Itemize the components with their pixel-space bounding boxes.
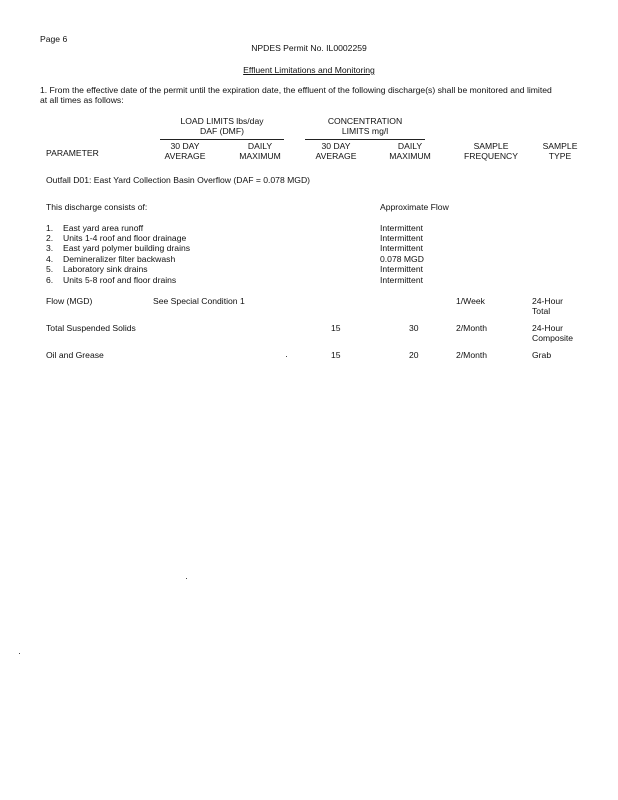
permit-number: NPDES Permit No. IL0002259	[251, 43, 367, 53]
list-item-number: 2.	[46, 233, 54, 243]
conc-daily-maximum: 20	[409, 350, 419, 360]
concentration-heading: CONCENTRATION	[327, 116, 403, 126]
page-number: Page 6	[40, 34, 68, 44]
list-item-flow: Intermittent	[380, 243, 423, 253]
list-item-number: 4.	[46, 254, 54, 264]
load-max-heading-2: MAXIMUM	[239, 151, 281, 161]
conc-avg-heading-2: AVERAGE	[315, 151, 357, 161]
conc-30-day-average: 15	[331, 350, 341, 360]
frequency-heading-1: SAMPLE	[473, 141, 509, 151]
list-item-name: Laboratory sink drains	[63, 264, 148, 274]
scan-speck	[19, 653, 20, 654]
conc-avg-heading-1: 30 DAY	[321, 141, 351, 151]
parameter-name: Total Suspended Solids	[46, 323, 136, 333]
parameter-name: Oil and Grease	[46, 350, 104, 360]
approximate-flow-label: Approximate Flow	[380, 202, 449, 212]
frequency-heading-2: FREQUENCY	[464, 151, 518, 161]
load-limits-heading: LOAD LIMITS lbs/day	[180, 116, 264, 126]
section-title: Effluent Limitations and Monitoring	[243, 65, 375, 75]
sample-frequency: 2/Month	[456, 350, 488, 360]
conc-30-day-average: 15	[331, 323, 341, 333]
list-item-flow: Intermittent	[380, 233, 423, 243]
parameter-name: Flow (MGD)	[46, 296, 93, 306]
conc-daily-maximum: 30	[409, 323, 419, 333]
sample-type: 24-Hour	[532, 296, 564, 306]
load-avg-heading-1: 30 DAY	[170, 141, 200, 151]
sample-type-line-2: Total	[532, 306, 551, 316]
intro-line-2: at all times as follows:	[40, 95, 124, 105]
list-item-name: Demineralizer filter backwash	[63, 254, 176, 264]
sample-type: 24-Hour	[532, 323, 564, 333]
list-item-flow: 0.078 MGD	[380, 254, 424, 264]
load-limits-subheading: DAF (DMF)	[200, 126, 244, 136]
list-item-number: 5.	[46, 264, 54, 274]
sample-type: Grab	[532, 350, 552, 360]
sample-type-line-2: Composite	[532, 333, 574, 343]
list-item-flow: Intermittent	[380, 275, 423, 285]
concentration-rule	[305, 139, 425, 140]
type-heading-1: SAMPLE	[542, 141, 578, 151]
list-item-name: East yard polymer building drains	[63, 243, 191, 253]
sample-frequency: 2/Month	[456, 323, 488, 333]
list-item-flow: Intermittent	[380, 264, 423, 274]
scan-speck	[186, 578, 187, 579]
intro-line-1: 1. From the effective date of the permit until the expiration date, the effluent of the following discharge(s) shall be monitored and limited	[40, 85, 552, 95]
list-item-flow: Intermittent	[380, 223, 423, 233]
list-item-number: 1.	[46, 223, 54, 233]
scan-speck	[286, 356, 287, 357]
parameter-heading: PARAMETER	[46, 148, 99, 158]
list-item-name: Units 5-8 roof and floor drains	[63, 275, 177, 285]
load-max-heading-1: DAILY	[247, 141, 273, 151]
sample-frequency: 1/Week	[456, 296, 485, 306]
list-item-name: Units 1-4 roof and floor drainage	[63, 233, 187, 243]
conc-max-heading-1: DAILY	[397, 141, 423, 151]
load-limits-rule	[160, 139, 284, 140]
outfall-title: Outfall D01: East Yard Collection Basin Overflow (DAF = 0.078 MGD)	[46, 175, 311, 185]
concentration-subheading: LIMITS mg/l	[341, 126, 389, 136]
list-item-number: 3.	[46, 243, 54, 253]
conc-max-heading-2: MAXIMUM	[389, 151, 431, 161]
load-avg-heading-2: AVERAGE	[164, 151, 206, 161]
list-item-name: East yard area runoff	[63, 223, 144, 233]
discharge-consists-label: This discharge consists of:	[46, 202, 148, 212]
list-item-number: 6.	[46, 275, 54, 285]
type-heading-2: TYPE	[548, 151, 572, 161]
parameter-note: See Special Condition 1	[153, 296, 245, 306]
